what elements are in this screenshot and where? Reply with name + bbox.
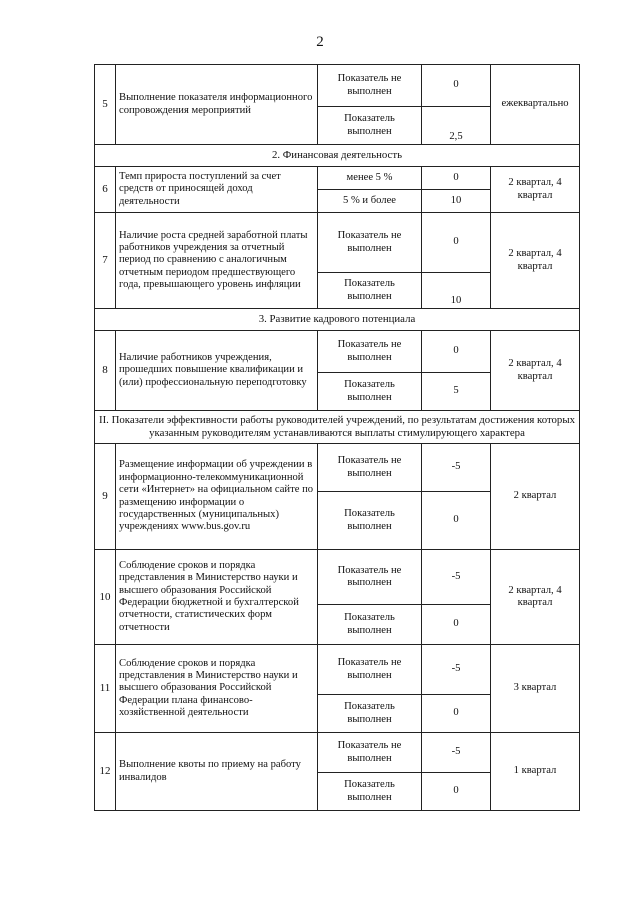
table-row <box>95 213 580 273</box>
points-met: 5 <box>422 373 491 411</box>
criterion-description: Выполнение квоты по приему на работу инвалидов <box>116 733 318 811</box>
period: 2 квартал, 4 квартал <box>491 550 580 645</box>
table-row <box>95 645 580 695</box>
points-threshold-low: 0 <box>422 167 491 190</box>
criterion-description: Выполнение показателя информационного сопровождения мероприятий <box>116 65 318 145</box>
table-row <box>95 733 580 773</box>
condition-not-met: Показатель не выполнен <box>318 645 422 695</box>
condition-met: Показатель выполнен <box>318 492 422 550</box>
condition-not-met: Показатель не выполнен <box>318 331 422 373</box>
table-row <box>95 65 580 107</box>
condition-threshold-low: менее 5 % <box>318 167 422 190</box>
condition-met: Показатель выполнен <box>318 695 422 733</box>
period: 1 квартал <box>491 733 580 811</box>
section-row <box>95 145 580 167</box>
row-number: 12 <box>95 733 116 811</box>
row-number: 11 <box>95 645 116 733</box>
table-row <box>95 331 580 373</box>
part-heading: II. Показатели эффективности работы руководителей учреждений, по результатам достижения которых указанным руководителям устанавливаются выплаты стимулирующего характера <box>95 411 580 444</box>
points-not-met: -5 <box>422 550 491 605</box>
section-heading: 2. Финансовая деятельность <box>95 145 580 167</box>
criterion-description: Наличие роста средней заработной платы работников учреждения за отчетный период по сравнению с аналогичным отчетным периодом предшествующего года, превышающего уровень инфляции <box>116 213 318 309</box>
criterion-description: Размещение информации об учреждении в информационно-телекоммуникационной сети «Интернет» на официальном сайте по размещению информации о государственных (муниципальных) учреждениях www.bus.gov.ru <box>116 444 318 550</box>
period: 2 квартал, 4 квартал <box>491 167 580 213</box>
section-row <box>95 309 580 331</box>
condition-met: Показатель выполнен <box>318 373 422 411</box>
part-header-row <box>95 411 580 444</box>
row-number: 10 <box>95 550 116 645</box>
row-number: 5 <box>95 65 116 145</box>
points-met: 0 <box>422 773 491 811</box>
row-number: 7 <box>95 213 116 309</box>
criterion-description: Соблюдение сроков и порядка представления в Министерство науки и высшего образования Российской Федерации плана финансово-хозяйственной деятельности <box>116 645 318 733</box>
condition-not-met: Показатель не выполнен <box>318 65 422 107</box>
condition-met: Показатель выполнен <box>318 773 422 811</box>
period: ежеквартально <box>491 65 580 145</box>
criterion-description: Наличие работников учреждения, прошедших повышение квалификации и (или) профессиональную переподготовку <box>116 331 318 411</box>
row-number: 8 <box>95 331 116 411</box>
period: 2 квартал, 4 квартал <box>491 331 580 411</box>
section-heading: 3. Развитие кадрового потенциала <box>95 309 580 331</box>
criterion-description: Соблюдение сроков и порядка представления в Министерство науки и высшего образования Российской Федерации бюджетной и бухгалтерской отчетности, статистических форм отчетности <box>116 550 318 645</box>
points-met: 10 <box>422 273 491 309</box>
period: 3 квартал <box>491 645 580 733</box>
table-row <box>95 550 580 605</box>
points-not-met: -5 <box>422 444 491 492</box>
points-not-met: 0 <box>422 213 491 273</box>
points-not-met: 0 <box>422 65 491 107</box>
condition-not-met: Показатель не выполнен <box>318 550 422 605</box>
table-row <box>95 444 580 492</box>
points-met: 2,5 <box>422 107 491 145</box>
points-not-met: 0 <box>422 331 491 373</box>
condition-threshold-high: 5 % и более <box>318 190 422 213</box>
points-met: 0 <box>422 492 491 550</box>
table-row <box>95 167 580 190</box>
row-number: 6 <box>95 167 116 213</box>
period: 2 квартал <box>491 444 580 550</box>
condition-met: Показатель выполнен <box>318 107 422 145</box>
condition-not-met: Показатель не выполнен <box>318 733 422 773</box>
row-number: 9 <box>95 444 116 550</box>
period: 2 квартал, 4 квартал <box>491 213 580 309</box>
points-met: 0 <box>422 695 491 733</box>
condition-not-met: Показатель не выполнен <box>318 213 422 273</box>
page-number: 2 <box>316 34 324 50</box>
points-threshold-high: 10 <box>422 190 491 213</box>
criterion-description: Темп прироста поступлений за счет средств от приносящей доход деятельности <box>116 167 318 213</box>
condition-met: Показатель выполнен <box>318 273 422 309</box>
condition-not-met: Показатель не выполнен <box>318 444 422 492</box>
condition-met: Показатель выполнен <box>318 605 422 645</box>
criteria-table <box>94 64 580 811</box>
points-not-met: -5 <box>422 645 491 695</box>
points-not-met: -5 <box>422 733 491 773</box>
points-met: 0 <box>422 605 491 645</box>
